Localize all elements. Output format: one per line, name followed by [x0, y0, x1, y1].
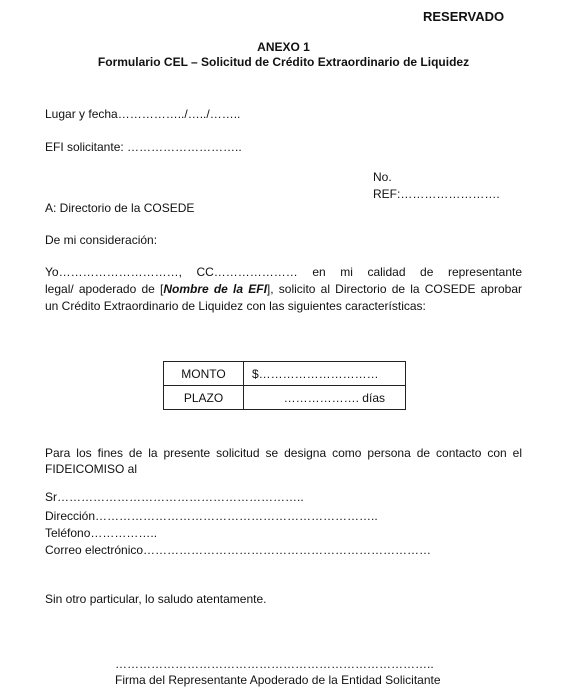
numero-field: No.	[373, 170, 392, 184]
paragraph-line-2	[45, 281, 522, 298]
efi-name-placeholder: Nombre de la EFI	[163, 282, 267, 296]
monto-row	[164, 362, 406, 386]
annex-title: ANEXO 1	[257, 40, 310, 54]
plazo-value: ………………. días	[244, 386, 406, 410]
lugar-fecha-field: Lugar y fecha……………../…../……..	[45, 107, 241, 121]
plazo-row	[164, 386, 406, 410]
saludo-inicial: De mi consideración:	[45, 233, 158, 247]
classification-label: RESERVADO	[423, 9, 505, 24]
plazo-label: PLAZO	[164, 386, 244, 410]
efi-solicitante-field: EFI solicitante: ………………………..	[45, 140, 242, 154]
contacto-paragraph	[45, 445, 522, 477]
contact-address-field: Dirección……………………………………………………………..	[45, 509, 378, 523]
form-title: Formulario CEL – Solicitud de Crédito Extraordinario de Liquidez	[97, 55, 470, 69]
contact-name-field: Sr……………………………………………………..	[45, 490, 304, 504]
paragraph-line-3: un Crédito Extraordinario de Liquidez con las siguientes características:	[45, 299, 426, 313]
ref-field: REF:…………………….	[373, 187, 500, 201]
paragraph-line-2-end: ], solicito al Directorio de la COSEDE aprobar	[266, 282, 522, 296]
contacto-line-1: Para los fines de la presente solicitud se designa como persona de contacto con el	[45, 446, 522, 460]
destinatario: A: Directorio de la COSEDE	[45, 201, 195, 215]
signature-line: ……………………………………………………………………..	[115, 657, 434, 671]
credit-terms-table	[163, 361, 406, 410]
contacto-line-2: FIDEICOMISO al	[45, 462, 138, 476]
paragraph-line-1: Yo…………………………, CC………………… en mi calidad de representante	[45, 265, 522, 279]
solicitud-paragraph	[45, 264, 522, 315]
monto-label: MONTO	[164, 362, 244, 386]
contact-email-field: Correo electrónico………………………………………………………………	[45, 543, 432, 557]
contact-phone-field: Teléfono……………..	[45, 526, 158, 540]
saludo-final: Sin otro particular, lo saludo atentamente.	[45, 592, 267, 606]
paragraph-line-2-start: legal/ apoderado de [	[45, 282, 164, 296]
monto-value: $…………………………	[244, 362, 406, 386]
signature-caption: Firma del Representante Apoderado de la Entidad Solicitante	[115, 673, 441, 687]
